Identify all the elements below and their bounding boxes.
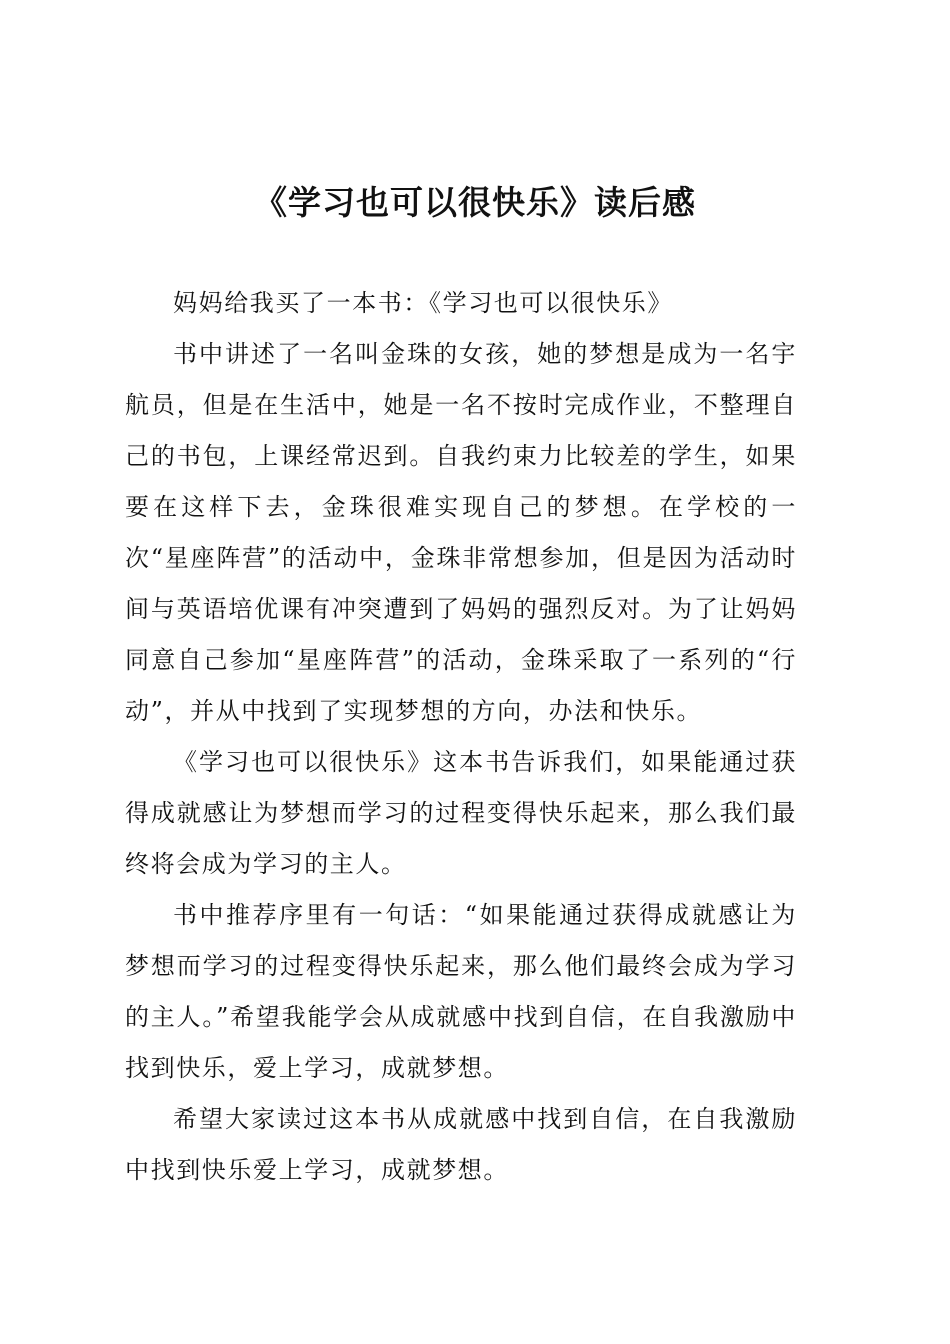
paragraph-4: 书中推荐序里有一句话：“如果能通过获得成就感让为梦想而学习的过程变得快乐起来，那么他们最终会成为学习的主人。”希望我能学会从成就感中找到自信，在自我激励中找到快乐，爱上学习，成就梦想。 [125, 901, 797, 1082]
document-title: 《学习也可以很快乐》读后感 [254, 183, 696, 222]
paragraph-2: 书中讲述了一名叫金珠的女孩，她的梦想是成为一名宇航员，但是在生活中，她是一名不按时完成作业，不整理自己的书包，上课经常迟到。自我约束力比较差的学生，如果要在这样下去，金珠很难实现自己的梦想。在学校的一次“星座阵营”的活动中，金珠非常想参加，但是因为活动时间与英语培优课有冲突遭到了妈妈的强烈反对。为了让妈妈同意自己参加“星座阵营”的活动，金珠采取了一系列的“行动”，并从中找到了实现梦想的方向，办法和快乐。 [125, 340, 797, 725]
paragraph-3: 《学习也可以很快乐》这本书告诉我们，如果能通过获得成就感让为梦想而学习的过程变得快乐起来，那么我们最终将会成为学习的主人。 [125, 748, 797, 878]
paragraph-1: 妈妈给我买了一本书：《学习也可以很快乐》 [173, 289, 673, 317]
document-body [125, 278, 797, 1196]
paragraph-5: 希望大家读过这本书从成就感中找到自信，在自我激励中找到快乐爱上学习，成就梦想。 [125, 1105, 797, 1184]
